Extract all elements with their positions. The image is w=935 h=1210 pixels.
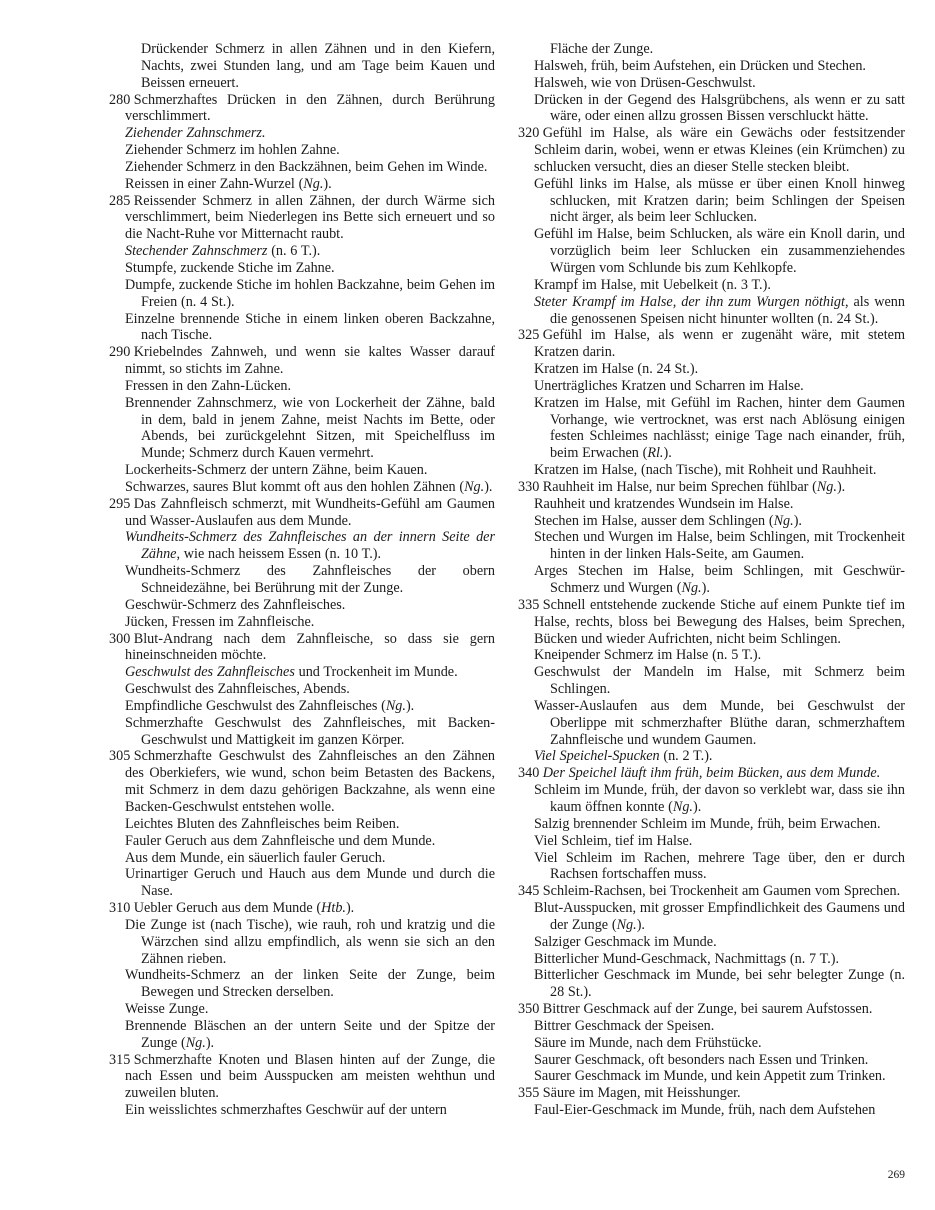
symptom-entry: [109, 1018, 495, 1052]
symptom-entry: [109, 816, 495, 833]
numbered-entry: [109, 631, 495, 665]
entry-text: Empfindliche Geschwulst des Zahnfleisches (: [125, 697, 386, 714]
entry-number: 300: [109, 630, 131, 647]
symptom-entry: [109, 41, 495, 92]
numbered-entry: [109, 92, 495, 126]
entry-text: Gefühl im Halse, als wäre ein Gewächs oder festsitzender Schleim darin, wobei, wenn er etwas Kleines (ein Krümchen) zu schlucken versucht, dies an dieser Stelle stecken bleibt.: [534, 125, 905, 175]
symptom-entry: [518, 226, 905, 277]
entry-number: 305: [109, 748, 131, 765]
entry-text: Schmerzhafte Geschwulst des Zahnfleisches, mit Backen-Geschwulst und Mattigkeit im ganzen Körper.: [125, 714, 495, 748]
entry-text: Schnell entstehende zuckende Stiche auf einem Punkte tief im Halse, rechts, bloss bei Bewegung des Halses, beim Sprechen, Bücken und wieder Aufrichten, nicht beim Schlingen.: [534, 596, 905, 647]
entry-text: ).: [484, 478, 493, 495]
numbered-entry: [518, 1001, 905, 1018]
symptom-entry: [518, 462, 905, 479]
entry-text: Schwarzes, saures Blut kommt oft aus den hohlen Zähnen (: [125, 478, 465, 495]
symptom-entry: [518, 1035, 905, 1052]
entry-number: 335: [518, 596, 540, 613]
symptom-entry: [518, 833, 905, 850]
entry-text: Aus dem Munde, ein säuerlich fauler Geruch.: [125, 849, 386, 866]
italic-text: Ng.: [816, 478, 837, 495]
italic-text: Ziehender Zahnschmerz.: [125, 125, 266, 142]
italic-text: Rl.: [647, 445, 664, 462]
entry-text: Schmerzhaftes Drücken in den Zähnen, durch Berührung verschlimmert.: [125, 91, 495, 125]
symptom-entry: [518, 496, 905, 513]
entry-text: Bitterlicher Geschmack im Munde, bei sehr belegter Zunge (n. 28 St.).: [534, 967, 905, 1001]
entry-text: Fläche der Zunge.: [550, 41, 654, 57]
entry-text: ).: [636, 916, 645, 933]
italic-text: Der Speichel läuft ihm früh, beim Bücken, aus dem Munde.: [542, 765, 881, 782]
italic-text: Viel Speichel-Spucken: [534, 748, 660, 765]
numbered-entry: [518, 125, 905, 176]
entry-text: Kratzen im Halse, mit Gefühl im Rachen, hinter dem Gaumen Vorhange, wie vertrocknet, was erst nach Ablösung einigen festen Schleimes nachlässt; einige Tage nach einander, früh, beim Erwachen (: [534, 394, 905, 462]
entry-text: ).: [205, 1034, 215, 1051]
entry-text: Geschwür-Schmerz des Zahnfleisches.: [125, 596, 346, 613]
entry-text: Säure im Munde, nach dem Frühstücke.: [534, 1034, 762, 1051]
entry-text: Das Zahnfleisch schmerzt, mit Wundheits-Gefühl am Gaumen und Wasser-Auslaufen aus dem Munde.: [125, 495, 495, 529]
entry-text: Wasser-Auslaufen aus dem Munde, bei Geschwulst der Oberlippe mit schmerzhafter Blüthe daran, schmerzhaftem Zahnfleische und wundem Gaumen.: [534, 697, 905, 748]
symptom-entry: [518, 934, 905, 951]
symptom-entry: [109, 395, 495, 462]
entry-text: Gefühl im Halse, beim Schlucken, als wäre ein Knoll darin, und vorzüglich beim leer Schlucken ein zusammenziehendes Würgen vom Schlunde bis zum Kehlkopfe.: [534, 226, 905, 276]
entry-text: Salziger Geschmack im Munde.: [534, 933, 717, 950]
symptom-entry: [518, 664, 905, 698]
italic-text: Stechender Zahnschmerz: [125, 243, 268, 260]
symptom-entry: [518, 900, 905, 934]
numbered-entry: [518, 883, 905, 900]
numbered-entry: [109, 900, 495, 917]
entry-text: Viel Schleim, tief im Halse.: [534, 832, 693, 849]
right-column: [518, 41, 905, 1119]
entry-text: Ziehender Schmerz im hohlen Zahne.: [125, 142, 340, 159]
entry-text: Kratzen im Halse, (nach Tische), mit Rohheit und Rauhheit.: [534, 462, 877, 479]
entry-text: Drückender Schmerz in allen Zähnen und in den Kiefern, Nachts, zwei Stunden lang, und am Tage beim Kauen und Beissen erneuert.: [141, 41, 495, 91]
symptom-entry: [518, 782, 905, 816]
symptom-entry: [109, 277, 495, 311]
entry-text: Fauler Geruch aus dem Zahnfleische und dem Munde.: [125, 832, 436, 849]
symptom-entry: [518, 1068, 905, 1085]
entry-text: Reissen in einer Zahn-Wurzel (: [125, 175, 304, 192]
symptom-entry: [518, 529, 905, 563]
italic-text: Ng.: [385, 697, 406, 714]
italic-text: Wundheits-Schmerz des Zahnfleisches an der innern Seite der Zähne: [125, 529, 495, 563]
entry-text: ).: [323, 175, 332, 192]
entry-text: Uebler Geruch aus dem Munde (: [133, 900, 322, 917]
entry-number: 330: [518, 478, 540, 495]
entry-text: Reissender Schmerz in allen Zähnen, der durch Wärme sich verschlimmert, beim Niederlegen ins Bette sich erneuert und so die Nacht-Ruhe vor Mitternacht raubt.: [125, 192, 495, 243]
symptom-entry: [518, 1102, 905, 1119]
symptom-entry: [109, 967, 495, 1001]
symptom-entry: [109, 614, 495, 631]
entry-text: Halsweh, wie von Drüsen-Geschwulst.: [534, 74, 756, 91]
entry-number: 290: [109, 344, 131, 361]
symptom-entry: [518, 277, 905, 294]
symptom-entry: [518, 361, 905, 378]
symptom-entry: [109, 833, 495, 850]
entry-text: Urinartiger Geruch und Hauch aus dem Munde und durch die Nase.: [125, 866, 495, 900]
entry-text: Kriebelndes Zahnweh, und wenn sie kaltes Wasser darauf nimmt, so stichts im Zahne.: [125, 344, 495, 378]
entry-text: ).: [701, 580, 710, 596]
italic-text: Ng.: [773, 512, 794, 529]
italic-text: Steter Krampf im Halse, der ihn zum Wurgen nöthigt: [534, 293, 845, 310]
symptom-entry: [109, 462, 495, 479]
symptom-entry: [109, 378, 495, 395]
italic-text: Ng.: [616, 916, 637, 933]
entry-number: 310: [109, 900, 131, 917]
entry-text: Blut-Andrang nach dem Zahnfleische, so dass sie gern hineinschneiden möchte.: [125, 630, 495, 664]
numbered-entry: [518, 479, 905, 496]
entry-text: (n. 2 T.).: [659, 748, 713, 765]
symptom-entry: [518, 967, 905, 1001]
entry-text: Bittrer Geschmack auf der Zunge, bei saurem Aufstossen.: [542, 1001, 873, 1018]
entry-text: Die Zunge ist (nach Tische), wie rauh, roh und kratzig und die Wärzchen sind allzu empfindlich, als wenn sie sich an den Zähnen rieben.: [125, 916, 495, 967]
symptom-entry: [518, 294, 905, 328]
entry-text: Salzig brennender Schleim im Munde, früh, beim Erwachen.: [534, 815, 881, 832]
entry-text: Viel Schleim im Rachen, mehrere Tage über, den er durch Rachsen fortschaffen muss.: [534, 849, 905, 883]
symptom-entry: [109, 715, 495, 749]
symptom-entry: [109, 866, 495, 900]
symptom-entry: [109, 1102, 495, 1119]
entry-text: Säure im Magen, mit Heisshunger.: [542, 1085, 741, 1102]
entry-text: , als wenn die genossenen Speisen nicht hinunter wollten (n. 24 St.).: [550, 293, 905, 327]
entry-text: ).: [663, 445, 672, 462]
numbered-entry: [518, 597, 905, 648]
symptom-entry: [109, 479, 495, 496]
symptom-entry: [518, 748, 905, 765]
entry-number: 325: [518, 327, 540, 344]
italic-text: Htb.: [321, 900, 346, 917]
entry-text: Halsweh, früh, beim Aufstehen, ein Drücken und Stechen.: [534, 57, 866, 74]
italic-text: Ng.: [672, 798, 693, 815]
italic-text: Ng.: [681, 580, 702, 596]
entry-text: Rauhheit im Halse, nur beim Sprechen fühlbar (: [542, 478, 817, 495]
symptom-entry: [109, 311, 495, 345]
left-column: [109, 41, 495, 1119]
symptom-entry: [109, 142, 495, 159]
entry-text: Wundheits-Schmerz an der linken Seite der Zunge, beim Bewegen und Strecken derselben.: [125, 967, 495, 1001]
entry-number: 280: [109, 91, 131, 108]
entry-text: ).: [836, 478, 846, 495]
entry-text: Saurer Geschmack im Munde, und kein Appetit zum Trinken.: [534, 1068, 886, 1085]
entry-text: Brennender Zahnschmerz, wie von Lockerheit der Zähne, bald in dem, bald in jenem Zahne, meist Nachts im Bette, oder Abends, bei zurückgelehnt Sitzen, mit Speichelfluss im Munde; Schmerz durch Kauen vermehrt.: [125, 394, 495, 462]
entry-text: Blut-Ausspucken, mit grosser Empfindlichkeit des Gaumens und der Zunge (: [534, 900, 905, 933]
entry-text: Leichtes Bluten des Zahnfleisches beim Reiben.: [125, 815, 400, 832]
symptom-entry: [518, 850, 905, 884]
entry-text: Geschwulst der Mandeln im Halse, mit Schmerz beim Schlingen.: [534, 664, 905, 698]
entry-text: Saurer Geschmack, oft besonders nach Essen und Trinken.: [534, 1051, 869, 1068]
entry-text: Weisse Zunge.: [125, 1001, 209, 1018]
symptom-entry: [518, 75, 905, 92]
entry-text: ).: [345, 900, 355, 917]
entry-number: 320: [518, 125, 540, 142]
symptom-entry: [518, 647, 905, 664]
entry-text: Arges Stechen im Halse, beim Schlingen, mit Geschwür-Schmerz und Wurgen (: [534, 563, 905, 596]
entry-text: Bittrer Geschmack der Speisen.: [534, 1017, 715, 1034]
entry-text: (n. 6 T.).: [267, 243, 321, 260]
entry-number: 350: [518, 1001, 540, 1018]
entry-text: Kneipender Schmerz im Halse (n. 5 T.).: [534, 647, 762, 664]
symptom-entry: [518, 1052, 905, 1069]
entry-text: Lockerheits-Schmerz der untern Zähne, beim Kauen.: [125, 462, 428, 479]
symptom-entry: [109, 681, 495, 698]
entry-text: ).: [692, 798, 702, 815]
numbered-entry: [109, 1052, 495, 1103]
entry-text: Stechen im Halse, ausser dem Schlingen (: [534, 512, 774, 529]
entry-text: Drücken in der Gegend des Halsgrübchens, als wenn er zu satt wäre, oder einen allzu grossen Bissen verschluckt hätte.: [534, 91, 905, 125]
symptom-entry: [109, 563, 495, 597]
entry-text: ).: [793, 512, 802, 529]
symptom-entry: [518, 92, 905, 126]
entry-number: 285: [109, 192, 131, 209]
entry-text: Wundheits-Schmerz des Zahnfleisches der obern Schneidezähne, bei Berührung mit der Zunge.: [125, 563, 495, 596]
entry-number: 315: [109, 1051, 131, 1068]
entry-number: 295: [109, 495, 131, 512]
entry-text: Einzelne brennende Stiche in einem linken oberen Backzahne, nach Tische.: [125, 310, 495, 344]
italic-text: Geschwulst des Zahnfleisches: [125, 664, 295, 681]
page-number: 269: [887, 1169, 905, 1181]
entry-text: Dumpfe, zuckende Stiche im hohlen Backzahne, beim Gehen im Freien (n. 4 St.).: [125, 276, 495, 310]
symptom-entry: [109, 176, 495, 193]
entry-text: Ziehender Schmerz in den Backzähnen, beim Gehen im Winde.: [125, 158, 488, 175]
symptom-entry: [518, 816, 905, 833]
symptom-entry: [518, 41, 905, 58]
symptom-entry: [109, 597, 495, 614]
symptom-entry: [109, 529, 495, 563]
symptom-entry: [518, 395, 905, 462]
entry-text: Bitterlicher Mund-Geschmack, Nachmittags (n. 7 T.).: [534, 950, 840, 967]
symptom-entry: [518, 563, 905, 597]
entry-text: und Trockenheit im Munde.: [294, 664, 458, 681]
entry-text: Krampf im Halse, mit Uebelkeit (n. 3 T.).: [534, 276, 771, 293]
entry-text: Schleim im Munde, früh, der davon so verklebt war, dass sie ihn kaum öffnen konnte (: [534, 782, 905, 815]
numbered-entry: [109, 344, 495, 378]
symptom-entry: [518, 1018, 905, 1035]
entry-text: Geschwulst des Zahnfleisches, Abends.: [125, 681, 350, 698]
entry-text: Kratzen im Halse (n. 24 St.).: [534, 361, 699, 378]
entry-text: Ein weisslichtes schmerzhaftes Geschwür auf der untern: [125, 1102, 447, 1119]
symptom-entry: [109, 159, 495, 176]
entry-text: Gefühl im Halse, als wenn er zugenäht wäre, mit stetem Kratzen darin.: [534, 327, 905, 361]
italic-text: Ng.: [464, 478, 485, 495]
entry-text: Rauhheit und kratzendes Wundsein im Halse.: [534, 495, 794, 512]
entry-text: Faul-Eier-Geschmack im Munde, früh, nach dem Aufstehen: [534, 1102, 876, 1119]
entry-text: , wie nach heissem Essen (n. 10 T.).: [176, 546, 382, 563]
symptom-entry: [109, 1001, 495, 1018]
italic-text: Ng.: [303, 175, 324, 192]
symptom-entry: [518, 176, 905, 227]
numbered-entry: [109, 496, 495, 530]
entry-text: Unerträgliches Kratzen und Scharren im Halse.: [534, 377, 804, 394]
numbered-entry: [518, 327, 905, 361]
symptom-entry: [518, 58, 905, 75]
symptom-entry: [109, 664, 495, 681]
entry-text: Gefühl links im Halse, als müsse er über einen Knoll hinweg schlucken, mit Kratzen darin; beim Schlingen der Speisen nicht ärger, als beim leer Schlucken.: [534, 175, 905, 226]
entry-text: Fressen in den Zahn-Lücken.: [125, 377, 292, 394]
entry-number: 355: [518, 1085, 540, 1102]
entry-text: Schmerzhafte Knoten und Blasen hinten auf der Zunge, die nach Essen und beim Ausspucken am meisten wehthun und zuweilen bluten.: [125, 1051, 495, 1102]
numbered-entry: [518, 765, 905, 782]
entry-text: Brennende Bläschen an der untern Seite und der Spitze der Zunge (: [125, 1017, 495, 1051]
entry-text: ).: [405, 697, 415, 714]
entry-number: 345: [518, 883, 540, 900]
symptom-entry: [109, 260, 495, 277]
symptom-entry: [109, 698, 495, 715]
symptom-entry: [109, 125, 495, 142]
entry-text: Schmerzhafte Geschwulst des Zahnfleisches an den Zähnen des Oberkiefers, wie wund, schon beim Betasten des Backens, mit Schmerz in dem dazu gehörigen Backzahne, als wenn eine Backen-Geschwulst entstehen wolle.: [125, 748, 495, 815]
numbered-entry: [518, 1085, 905, 1102]
symptom-entry: [109, 850, 495, 867]
symptom-entry: [518, 513, 905, 530]
symptom-entry: [109, 917, 495, 968]
symptom-entry: [518, 951, 905, 968]
numbered-entry: [109, 748, 495, 815]
symptom-entry: [109, 243, 495, 260]
entry-text: Stechen und Wurgen im Halse, beim Schlingen, mit Trockenheit hinten in der linken Hals-Seite, am Gaumen.: [534, 529, 905, 563]
entry-text: Schleim-Rachsen, bei Trockenheit am Gaumen vom Sprechen.: [542, 883, 901, 900]
entry-text: Jücken, Fressen im Zahnfleische.: [125, 613, 315, 630]
symptom-entry: [518, 698, 905, 749]
numbered-entry: [109, 193, 495, 244]
symptom-entry: [518, 378, 905, 395]
entry-number: 340: [518, 765, 540, 782]
italic-text: Ng.: [185, 1034, 206, 1051]
entry-text: Stumpfe, zuckende Stiche im Zahne.: [125, 259, 335, 276]
